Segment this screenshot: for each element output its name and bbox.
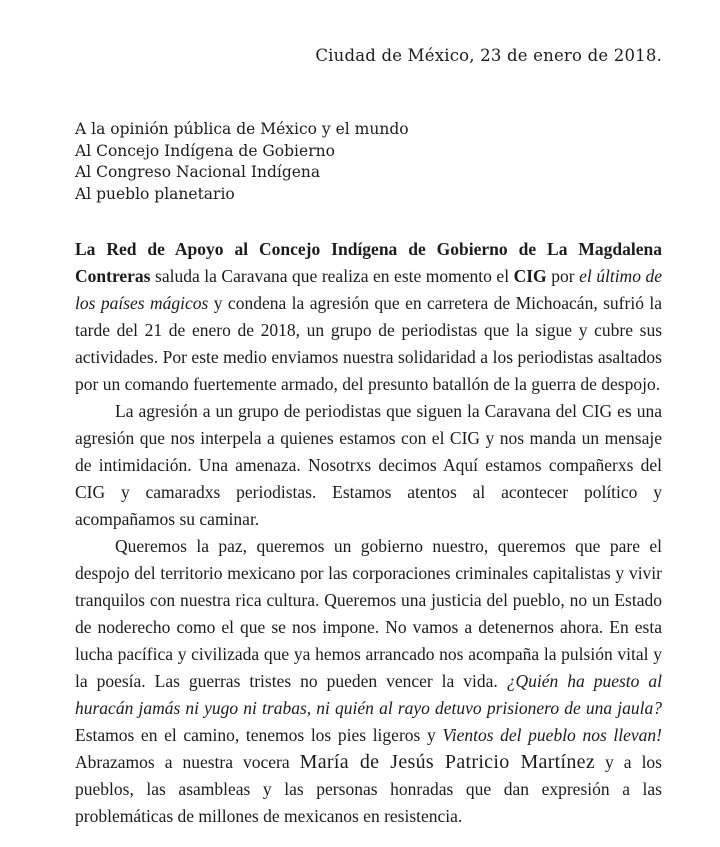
letter-body [75, 236, 662, 830]
date-line: Ciudad de México, 23 de enero de 2018. [315, 46, 662, 65]
text-segment: por [546, 266, 580, 286]
recipient-line: A la opinión pública de México y el mundo [75, 120, 409, 138]
text-segment: y a los pueblos, las asambleas y las personas honradas que dan expresión a las problemáticas de millones de mexicanos en resistencia. [75, 752, 662, 826]
text-segment: CIG [513, 266, 547, 286]
text-segment: Vientos del pueblo nos llevan! [442, 725, 662, 745]
paragraph-3 [75, 533, 662, 830]
recipient-line: Al pueblo planetario [75, 184, 235, 203]
text-segment: Abrazamos a nuestra vocera [75, 752, 300, 772]
text-segment: La Red de Apoyo al Concejo Indígena de Gobierno de La Magdalena Contreras [75, 239, 662, 286]
text-segment: y condena la agresión que en carretera de Michoacán, sufrió la tarde del 21 de enero de 2018, un grupo de periodistas que la sigue y cubre sus actividades. Por este medio enviamos nuestra solidaridad a los periodistas asaltados por un comando fuertemente armado, del presunto batallón de la guerra de despojo. [75, 293, 662, 394]
paragraph-1 [75, 236, 662, 398]
text-segment: Estamos en el camino, tenemos los pies ligeros y [75, 725, 443, 745]
recipient-line: Al Congreso Nacional Indígena [75, 163, 321, 181]
text-segment: saluda la Caravana que realiza en este momento el [150, 266, 514, 286]
recipient-line: Al Concejo Indígena de Gobierno [75, 141, 335, 160]
paragraph-2 [75, 398, 662, 533]
text-segment: La agresión a un grupo de periodistas que siguen la Caravana del CIG es una agresión que nos interpela a quienes estamos con el CIG y nos manda un mensaje de intimidación. Una amenaza. Nosotrxs decimos Aquí estamos compañerxs del CIG y camaradxs periodistas. Estamos atentos al acontecer político y acompañamos su caminar. [75, 401, 662, 529]
text-segment: el último de los países mágicos [75, 266, 663, 313]
recipient-block [75, 119, 409, 205]
text-segment: Queremos la paz, queremos un gobierno nuestro, queremos que pare el despojo del territorio mexicano por las corporaciones criminales capitalistas y vivir tranquilos con nuestra rica cultura. Queremos una justicia del pueblo, no un Estado de noderecho como el que se nos impone. No vamos a detenernos ahora. En esta lucha pacífica y civilizada que ya hemos arrancado nos acompaña la pulsión vital y la poesía. Las guerras tristes no pueden vencer la vida. [75, 536, 662, 691]
text-segment: ¿Quién ha puesto al huracán jamás ni yugo ni trabas, ni quién al rayo detuvo prisionero de una jaula? [75, 671, 662, 718]
spokeswoman-name: María de Jesús Patricio Martínez [299, 751, 596, 773]
